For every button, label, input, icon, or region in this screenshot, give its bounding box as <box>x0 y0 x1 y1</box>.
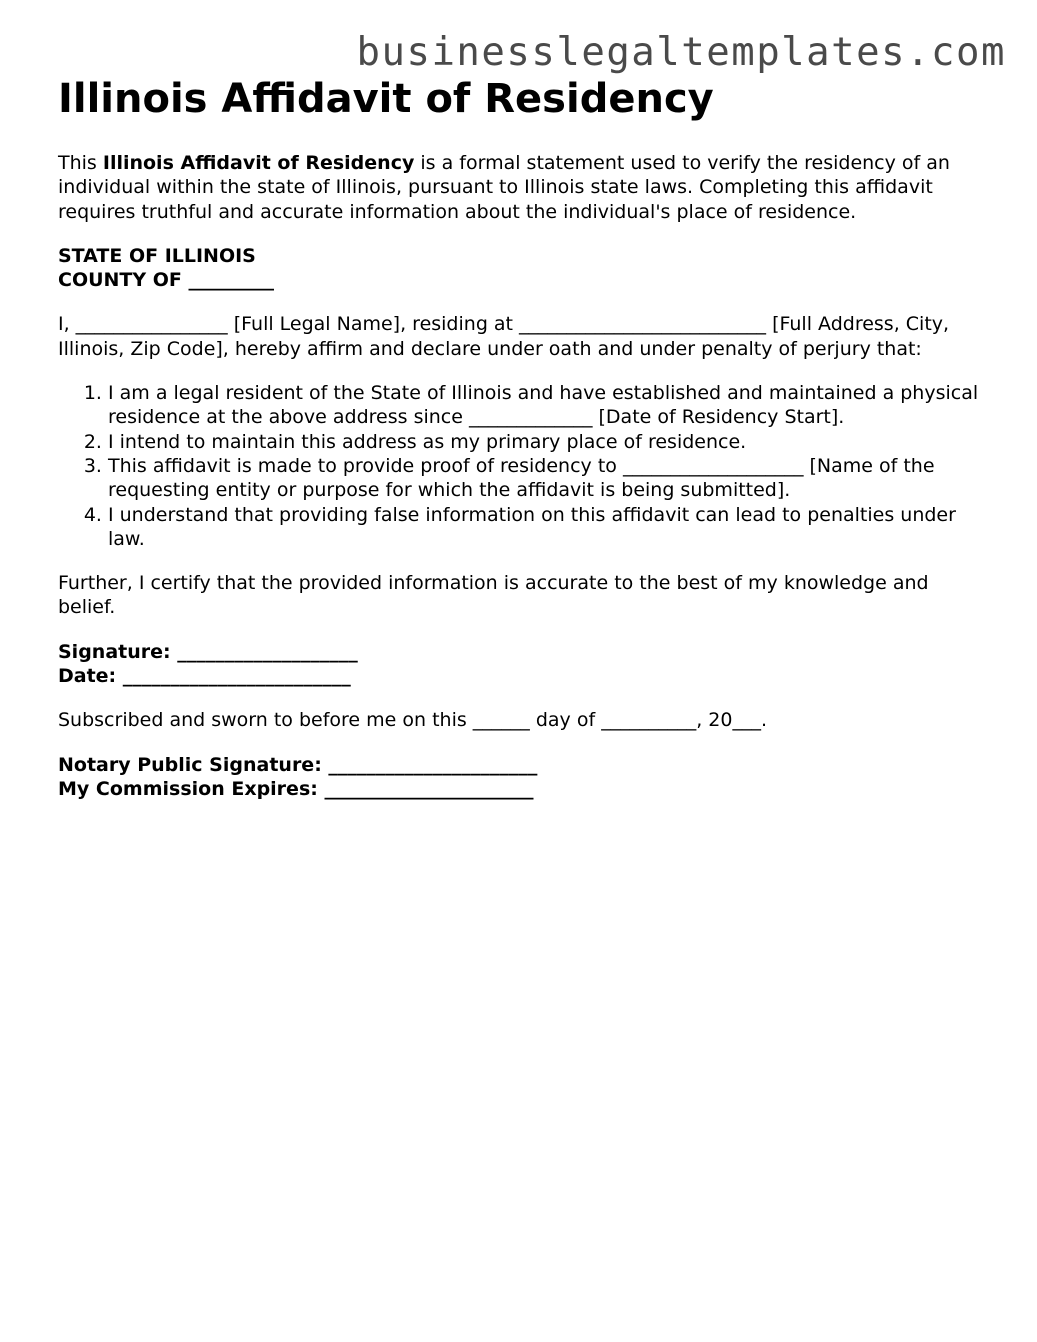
watermark: businesslegaltemplates.com <box>356 30 1006 75</box>
intro-paragraph <box>58 151 988 224</box>
venue-county: COUNTY OF _________ <box>58 269 275 292</box>
statement-item: 2. I intend to maintain this address as my primary place of residence. <box>108 430 988 454</box>
statements-list <box>58 381 988 551</box>
sworn-statement: Subscribed and sworn to before me on this ______ day of __________, 20___. <box>58 709 767 732</box>
declaration-paragraph: I, ________________ [Full Legal Name], residing at __________________________ [Full Address, City, Illinois, Zip Code], hereby affirm and declare under oath and under penalty of perjury that: <box>58 313 950 360</box>
notary-block <box>58 753 988 802</box>
intro-bold-title: Illinois Affidavit of Residency <box>102 152 415 174</box>
date-line: Date: ________________________ <box>58 665 351 688</box>
certification-paragraph: Further, I certify that the provided information is accurate to the best of my knowledge and belief. <box>58 572 929 619</box>
document-body <box>58 73 988 801</box>
signature-block <box>58 640 988 689</box>
intro-prefix: This <box>58 152 103 174</box>
signature-line: Signature: ___________________ <box>58 640 358 663</box>
statement-item: 3. This affidavit is made to provide proof of residency to ___________________ [Name of the requesting entity or purpose for which the affidavit is being submitted]. <box>108 454 988 503</box>
statement-item: 1. I am a legal resident of the State of Illinois and have established and maintained a physical residence at the above address since _____________ [Date of Residency Start]. <box>108 381 988 430</box>
venue-state: STATE OF ILLINOIS <box>58 244 256 267</box>
notary-signature-line: Notary Public Signature: ______________________ <box>58 753 538 776</box>
document-title: Illinois Affidavit of Residency <box>58 76 714 122</box>
venue-block <box>58 244 988 293</box>
intro-rest: is a formal statement used to verify the residency of an individual within the state of Illinois, pursuant to Illinois state laws. Completing this affidavit requires truthful and accurate information about the individual's place of residence. <box>58 152 950 223</box>
statement-item: 4. I understand that providing false information on this affidavit can lead to penalties under law. <box>108 503 988 552</box>
commission-expires-line: My Commission Expires: ______________________ <box>58 777 534 800</box>
